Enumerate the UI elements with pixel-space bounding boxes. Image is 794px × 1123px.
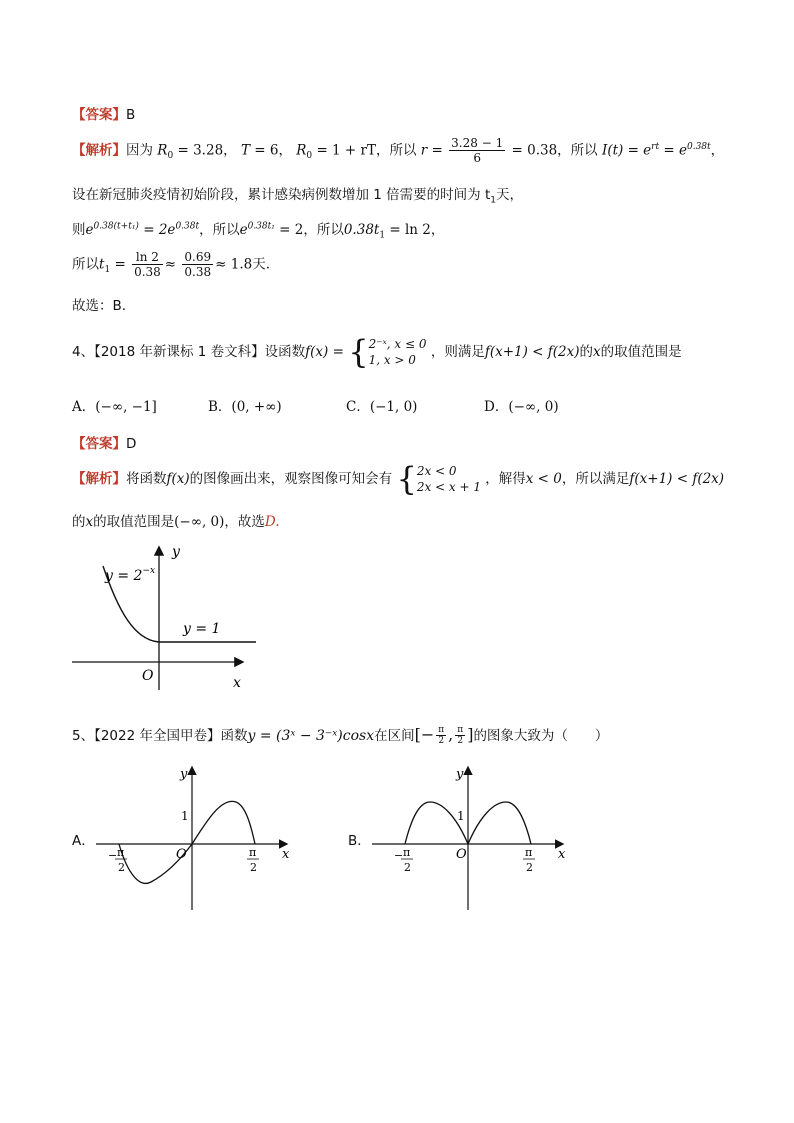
answer-value: B <box>126 107 136 123</box>
text: 将函数 <box>126 471 167 487</box>
sign: − <box>420 725 435 744</box>
tick-neg-two: 2 <box>404 861 411 874</box>
tick-neg-pi: π <box>117 846 125 859</box>
text: 则 <box>72 222 86 238</box>
tick-neg-sign: − <box>108 849 118 862</box>
math: (−∞, 0) <box>174 514 225 530</box>
sub: 0 <box>167 151 174 162</box>
math: e <box>85 222 94 238</box>
text: = <box>110 256 126 273</box>
analysis-tag: 【解析】 <box>72 142 126 159</box>
option-label: A． <box>72 399 96 415</box>
sup: 0.38t₁ <box>247 221 275 232</box>
option-label: B． <box>208 399 232 415</box>
math: x < 0 <box>525 471 562 487</box>
y-label: y <box>180 767 188 782</box>
tick-neg-pi: π <box>403 846 411 859</box>
math-T: T <box>240 142 250 159</box>
text: 的图象大致为（ ） <box>473 728 609 744</box>
text: ，所以满足 <box>561 471 630 487</box>
interval: [− $\frac{\pi}{2}$ , $\frac{\pi}{2}$ ] <box>414 725 474 746</box>
text: = 0.38，所以 <box>511 142 598 159</box>
tick-pos-two: 2 <box>526 861 533 874</box>
math: = e <box>659 142 687 159</box>
answer-highlight: D. <box>264 514 280 530</box>
math: t <box>99 256 105 273</box>
sub: 1 <box>490 195 496 206</box>
text: ≈ 1.8天. <box>215 256 270 273</box>
q4-analysis-line1 <box>72 460 725 498</box>
sup: rt <box>651 142 660 152</box>
text: 所以 <box>72 256 99 273</box>
text: 因为 <box>126 142 153 159</box>
origin-label: O <box>456 847 467 862</box>
text: 故选：B. <box>72 298 127 314</box>
fraction <box>449 136 505 165</box>
math: = 2e <box>138 222 176 238</box>
denominator: 2 <box>438 736 445 746</box>
denominator: 2 <box>457 736 464 746</box>
sup: 0.38t <box>175 221 200 232</box>
sup: 0.38(t+t₁) <box>93 221 139 232</box>
math: x <box>593 344 601 360</box>
math: f(x+1) < f(2x) <box>629 471 725 487</box>
origin-label: O <box>176 847 187 862</box>
brace-glyph: { <box>396 460 417 498</box>
numerator: 3.28 − 1 <box>451 136 504 150</box>
text: ，故选 <box>224 514 265 530</box>
denominator: 6 <box>473 151 482 165</box>
text: ，所以 <box>199 222 240 238</box>
text: = 2，所以 <box>274 222 344 238</box>
text: ≈ <box>164 256 177 273</box>
denominator: 0.38 <box>184 265 212 279</box>
math: x <box>85 514 94 530</box>
math: e <box>239 222 248 238</box>
q3-analysis-line4 <box>72 250 270 279</box>
text: 的取值范围是 <box>600 344 682 360</box>
graph-b <box>372 764 572 914</box>
fraction <box>182 250 213 279</box>
q4-answer-line <box>72 432 136 452</box>
curve-label: $y = 2^{-x}$ <box>105 566 156 584</box>
option-b[interactable] <box>208 395 282 415</box>
math: f(x) <box>166 471 190 487</box>
option-c[interactable] <box>346 395 417 415</box>
tick-neg-two: 2 <box>118 861 125 874</box>
sup: 0.38t <box>686 142 711 152</box>
text: = 1 + rT，所以 <box>312 142 417 159</box>
text: 在区间 <box>374 728 415 744</box>
x-label: x <box>558 847 566 862</box>
math: f(x) = <box>305 344 344 360</box>
analysis-tag: 【解析】 <box>72 471 126 487</box>
q5-stem <box>72 724 608 746</box>
q4-stem <box>72 333 682 371</box>
answer-tag: 【答案】 <box>72 107 126 123</box>
question-title: 4、【2018 年新课标 1 卷文科】设函数 <box>72 344 306 360</box>
option-value: (−1, 0) <box>369 399 418 415</box>
numerator: ln 2 <box>132 250 163 265</box>
y-label: y <box>172 544 180 560</box>
answer-tag: 【答案】 <box>72 436 126 452</box>
numerator: π <box>438 725 445 735</box>
q4-analysis-line2 <box>72 510 280 530</box>
text: 的 <box>72 514 86 530</box>
tick-1: 1 <box>457 809 465 823</box>
tick-pos-two: 2 <box>250 861 257 874</box>
option-value: (−∞, −1] <box>95 399 157 415</box>
math: 0.38t <box>343 222 380 238</box>
math-r0: R <box>157 142 168 159</box>
text: 的图像画出来，观察图像可知会有 <box>189 471 393 487</box>
option-label: D． <box>484 399 509 415</box>
tick-pos-pi: π <box>525 846 533 859</box>
case: 2⁻ˣ, x ≤ 0 <box>368 337 427 351</box>
numerator: π <box>457 725 464 735</box>
text: ，则满足 <box>430 344 485 360</box>
tick-1: 1 <box>181 809 189 823</box>
math-r: r <box>420 142 428 159</box>
option-label: C． <box>346 399 370 415</box>
case: 2x < 0 <box>416 464 457 478</box>
denominator: 0.38 <box>134 265 161 279</box>
sub: 1 <box>379 230 386 241</box>
numerator: 0.69 <box>184 250 212 264</box>
origin-label: O <box>142 668 154 684</box>
x-label: x <box>233 675 241 691</box>
math-r0: R <box>296 142 307 159</box>
math: y = (3ˣ − 3⁻ˣ)cosx <box>247 728 375 744</box>
option-value: (0, +∞) <box>231 399 282 415</box>
line-label: y = 1 <box>183 621 221 637</box>
math: f(x+1) < f(2x) <box>484 344 580 360</box>
text: 的取值范围是 <box>93 514 175 530</box>
graph-a-label[interactable]: A． <box>72 833 95 849</box>
q3-analysis-line2 <box>72 183 523 206</box>
piecewise <box>348 333 427 371</box>
brace-glyph: { <box>348 333 369 371</box>
x-label: x <box>282 847 290 862</box>
text: = 6， <box>249 142 292 159</box>
text: 天， <box>496 187 523 203</box>
math-It: I(t) = e <box>601 142 652 159</box>
option-a[interactable] <box>72 395 157 415</box>
tick-pos-pi: π <box>249 846 257 859</box>
fraction <box>132 250 163 279</box>
text: ，解得 <box>485 471 526 487</box>
graph-a <box>96 764 296 914</box>
text: ， <box>710 142 725 159</box>
text: = 3.28， <box>173 142 237 159</box>
q3-analysis-line1 <box>72 136 724 165</box>
sub: 1 <box>104 265 111 276</box>
q3-conclusion <box>72 294 126 314</box>
case: 2x < x + 1 <box>416 480 481 494</box>
text: = <box>427 142 443 159</box>
option-d[interactable] <box>484 395 559 415</box>
tick-neg-sign: − <box>394 849 404 862</box>
case: 1, x > 0 <box>368 353 416 367</box>
text: = ln 2， <box>385 222 445 238</box>
y-label: y <box>456 767 464 782</box>
q3-answer-line <box>72 103 135 123</box>
q4-graph <box>70 540 260 692</box>
text: 的 <box>579 344 593 360</box>
answer-value: D <box>126 436 137 452</box>
question-title: 5、【2022 年全国甲卷】函数 <box>72 728 248 744</box>
sub: 0 <box>306 151 313 162</box>
option-value: (−∞, 0) <box>508 399 559 415</box>
graph-b-label[interactable]: B． <box>348 833 371 849</box>
q3-analysis-line3 <box>72 218 444 241</box>
text: 设在新冠肺炎疫情初始阶段，累计感染病例数增加 1 倍需要的时间为 t <box>72 187 491 203</box>
system <box>396 460 481 498</box>
